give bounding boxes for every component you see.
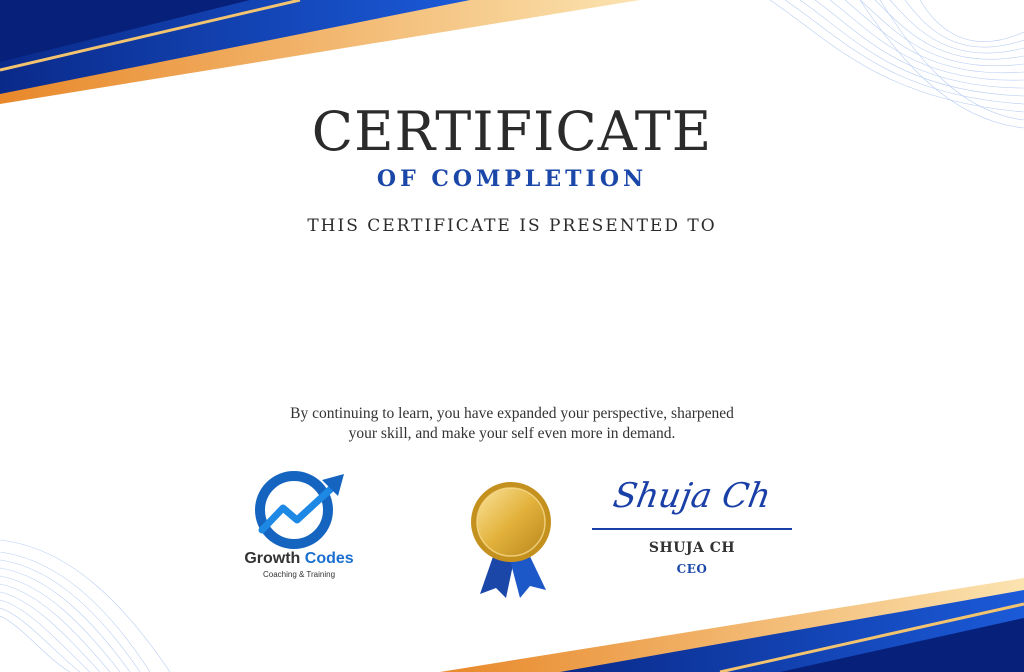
logo-name-part-2: Codes: [304, 550, 354, 567]
bottom-right-bands: [440, 578, 1024, 672]
logo-name: [232, 550, 366, 568]
message-line-1: By continuing to learn, you have expanded your perspective, sharpened: [290, 405, 734, 422]
certificate-subtitle: OF COMPLETION: [376, 166, 648, 192]
signatory-name: SHUJA CH: [648, 540, 736, 556]
signatory-role: CEO: [676, 562, 708, 576]
certificate-title: CERTIFICATE: [311, 100, 713, 163]
award-medal-icon: [471, 482, 551, 598]
logo-tagline: Coaching & Training: [262, 570, 336, 579]
bottom-left-wave-lines: [0, 540, 170, 672]
completion-message: [240, 404, 784, 444]
handwritten-signature: Shuja Ch: [610, 476, 774, 516]
growth-codes-logo-icon: [260, 474, 344, 544]
logo-name-part-1: Growth: [244, 550, 301, 567]
top-left-bands: [0, 0, 640, 104]
message-line-2: your skill, and make your self even more in demand.: [348, 425, 676, 442]
presented-to-heading: THIS CERTIFICATE IS PRESENTED TO: [307, 216, 717, 236]
